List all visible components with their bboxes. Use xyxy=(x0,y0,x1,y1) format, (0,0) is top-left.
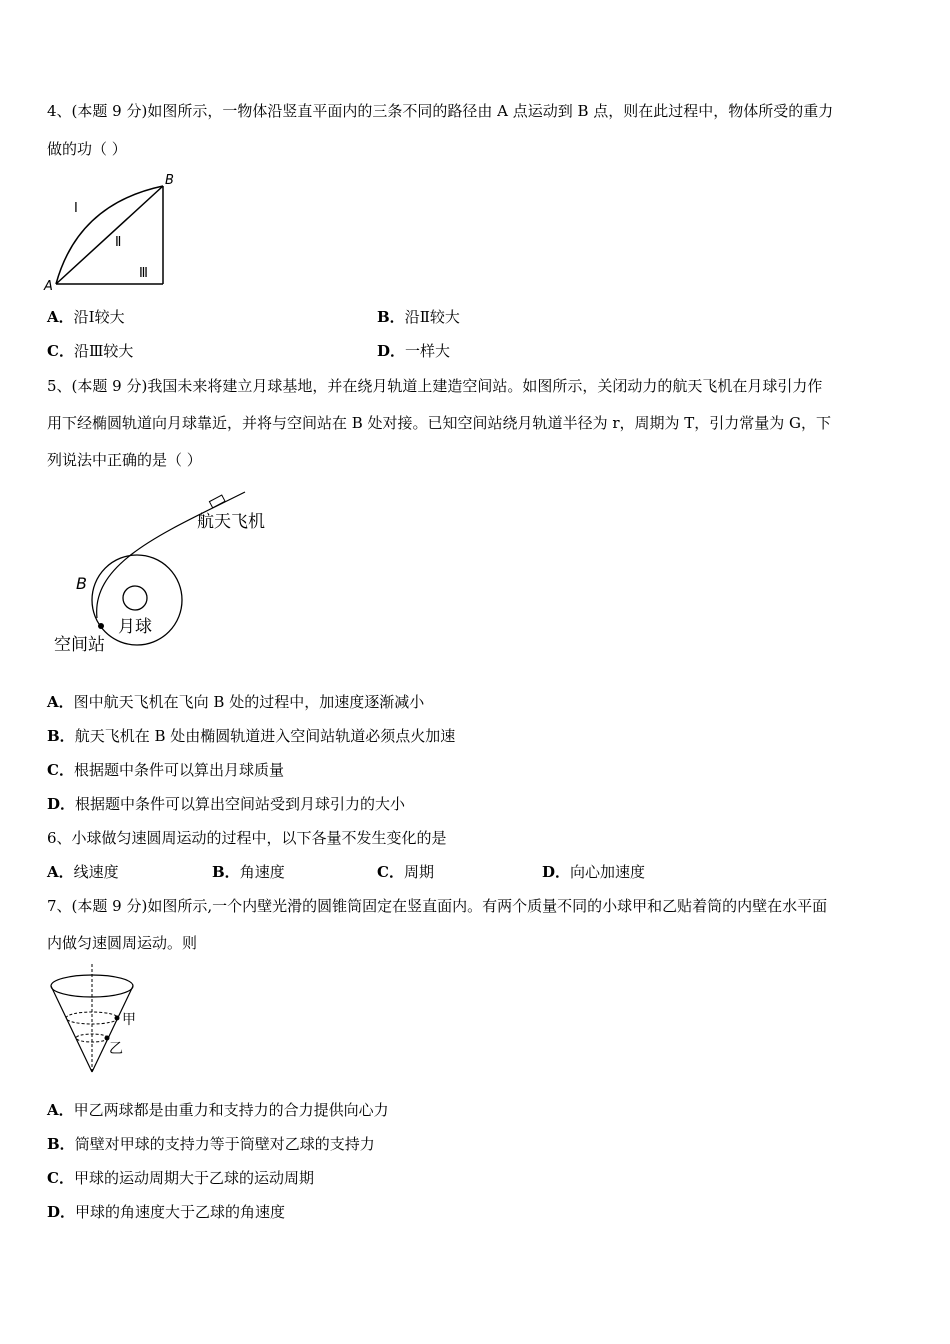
path-3-label: Ⅲ xyxy=(139,266,148,281)
q5-orbit-figure xyxy=(45,480,295,665)
q6-option-b[interactable]: B．角速度 xyxy=(212,863,285,881)
q4-option-d[interactable]: D．一样大 xyxy=(377,342,451,360)
moon-label: 月球 xyxy=(118,617,152,637)
cone-left-wall xyxy=(51,986,92,1072)
q5-option-c[interactable]: C．根据题中条件可以算出月球质量 xyxy=(47,761,284,779)
q5-stem-line1: 5、(本题 9 分)我国未来将建立月球基地，并在绕月轨道上建造空间站。如图所示，关闭动力的航天飞机在月球引力作 xyxy=(47,377,823,395)
station-label: 空间站 xyxy=(54,635,105,655)
path-2-label: Ⅱ xyxy=(115,235,122,250)
q4-option-a[interactable]: A．沿Ⅰ较大 xyxy=(47,308,125,326)
q4-paths-figure xyxy=(40,168,180,293)
q5-option-a[interactable]: A．图中航天飞机在飞向 B 处的过程中，加速度逐渐减小 xyxy=(47,693,425,711)
path-1-label: Ⅰ xyxy=(74,201,78,216)
q7-cone-figure xyxy=(45,960,155,1080)
q7-option-d[interactable]: D．甲球的角速度大于乙球的角速度 xyxy=(47,1203,286,1221)
q7-stem-line2: 内做匀速圆周运动。则 xyxy=(47,934,198,952)
label-jia: 甲 xyxy=(122,1012,136,1028)
q5-option-d[interactable]: D．根据题中条件可以算出空间站受到月球引力的大小 xyxy=(47,795,406,813)
shuttle-icon xyxy=(209,495,225,508)
q6-option-c[interactable]: C．周期 xyxy=(377,863,434,881)
q4-option-c[interactable]: C．沿Ⅲ较大 xyxy=(47,342,134,360)
ball-yi xyxy=(105,1036,110,1041)
point-b-label: B xyxy=(165,173,174,188)
q7-stem-line1: 7、(本题 9 分)如图所示,一个内壁光滑的圆锥筒固定在竖直面内。有两个质量不同的小球甲和乙贴着筒的内壁在水平面 xyxy=(47,897,828,915)
q6-stem-line1: 6、小球做匀速圆周运动的过程中，以下各量不发生变化的是 xyxy=(47,829,447,847)
q5-stem-line2: 用下经椭圆轨道向月球靠近，并将与空间站在 B 处对接。已知空间站绕月轨道半径为 r，周期为 T，引力常量为 G，下 xyxy=(47,414,832,432)
space-station-dot xyxy=(98,623,104,629)
q5-stem-line3: 列说法中正确的是（ ） xyxy=(47,451,202,469)
cone-right-wall xyxy=(92,986,133,1072)
label-yi: 乙 xyxy=(109,1041,123,1057)
q4-option-b[interactable]: B．沿Ⅱ较大 xyxy=(377,308,460,326)
q7-option-c[interactable]: C．甲球的运动周期大于乙球的运动周期 xyxy=(47,1169,314,1187)
ball-jia xyxy=(115,1016,120,1021)
point-b-label: B xyxy=(76,574,87,593)
q4-stem-line2: 做的功（ ） xyxy=(47,140,127,158)
shuttle-label: 航天飞机 xyxy=(197,512,265,532)
point-a-label: A xyxy=(44,279,53,293)
q7-option-b[interactable]: B．筒壁对甲球的支持力等于筒壁对乙球的支持力 xyxy=(47,1135,375,1153)
q5-option-b[interactable]: B．航天飞机在 B 处由椭圆轨道进入空间站轨道必须点火加速 xyxy=(47,727,456,745)
orbit-jia xyxy=(66,1012,118,1024)
q6-option-d[interactable]: D．向心加速度 xyxy=(542,863,646,881)
q6-option-a[interactable]: A．线速度 xyxy=(47,863,119,881)
q7-option-a[interactable]: A．甲乙两球都是由重力和支持力的合力提供向心力 xyxy=(47,1101,389,1119)
moon-circle xyxy=(123,586,147,610)
elliptical-trajectory xyxy=(97,492,245,618)
q4-stem-line1: 4、(本题 9 分)如图所示，一物体沿竖直平面内的三条不同的路径由 A 点运动到 B 点，则在此过程中，物体所受的重力 xyxy=(47,102,834,120)
